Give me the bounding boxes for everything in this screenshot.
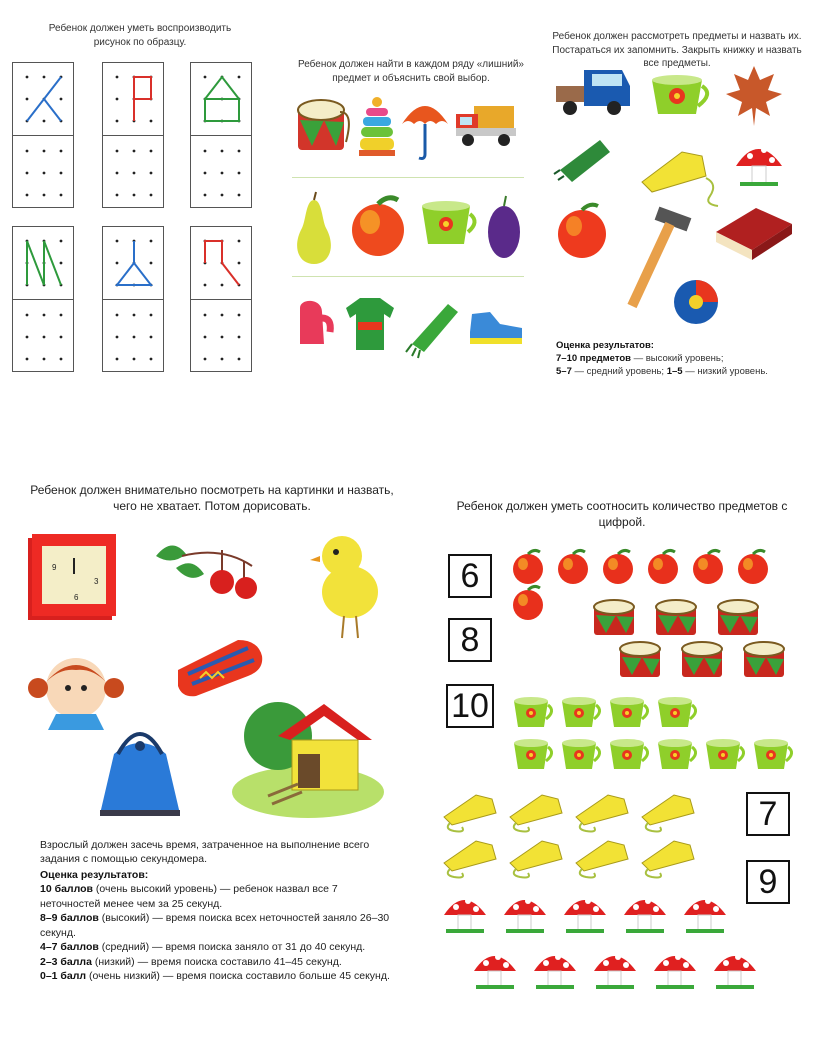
apple-icon xyxy=(352,198,404,256)
iron-icon xyxy=(576,841,628,878)
number-box: 6 xyxy=(448,554,492,598)
apple-icon xyxy=(648,550,678,584)
counting-illustrations xyxy=(440,545,810,1005)
iron-icon xyxy=(444,795,496,832)
mushroom-icon xyxy=(714,954,756,987)
cup-icon xyxy=(514,697,552,727)
doghouse-icon xyxy=(232,702,384,818)
drum-icon xyxy=(718,600,758,635)
mushroom-icon xyxy=(624,898,666,931)
score-bold: 1–5 xyxy=(666,365,683,377)
cup-icon xyxy=(562,697,600,727)
panel4-instruction: Ребенок должен внимательно посмотреть на картинки и назвать, чего не хватает. Потом дорисовать. xyxy=(30,483,394,514)
score-title: Оценка результатов: xyxy=(556,340,654,351)
drum-icon xyxy=(620,642,660,677)
memory-illustrations xyxy=(550,62,800,332)
ball-icon xyxy=(674,280,718,324)
apple-icon xyxy=(513,550,543,584)
dot-pattern xyxy=(13,63,75,209)
sneaker-icon xyxy=(470,312,522,344)
apple-icon xyxy=(558,550,588,584)
dot-pattern xyxy=(13,227,75,373)
iron-icon xyxy=(576,795,628,832)
grid-sample-2 xyxy=(102,62,164,208)
mushroom-icon xyxy=(564,898,606,931)
iron-icon xyxy=(642,795,694,832)
iron-icon xyxy=(510,841,562,878)
row-divider xyxy=(292,276,524,277)
mushroom-icon xyxy=(736,147,782,184)
score-bold: 5–7 xyxy=(556,365,572,377)
svg-text:3: 3 xyxy=(94,577,99,586)
score-text: — средний уровень; xyxy=(571,365,667,377)
svg-text:9: 9 xyxy=(52,563,57,572)
mushroom-icon xyxy=(534,954,576,987)
panel3-instruction: Ребенок должен рассмотреть предметы и назвать их. Постараться их запомнить. Закрыть книжку и назвать все предметы. xyxy=(552,31,802,69)
score-bold: 7–10 предметов xyxy=(556,352,631,364)
dot-pattern xyxy=(191,227,253,373)
mitten-icon xyxy=(300,301,330,344)
panel3-score xyxy=(556,340,806,378)
missing-parts-illustrations xyxy=(22,528,402,828)
mushroom-icon xyxy=(684,898,726,931)
cup-icon xyxy=(514,739,552,769)
drum-icon xyxy=(594,600,634,635)
mushroom-icon xyxy=(654,954,696,987)
iron-icon xyxy=(510,795,562,832)
scarf-icon xyxy=(406,304,458,358)
dot-pattern xyxy=(103,227,165,373)
truck-icon xyxy=(456,106,516,146)
drum-icon xyxy=(682,642,722,677)
cup-icon xyxy=(610,697,648,727)
grid-sample-6 xyxy=(190,226,252,372)
maple-leaf-icon xyxy=(726,66,782,126)
book-icon xyxy=(716,208,792,260)
apple-icon xyxy=(513,586,543,620)
iron-icon xyxy=(642,152,718,206)
score-item: 4–7 баллов (средний) — время поиска заняло от 31 до 40 секунд. xyxy=(40,941,366,954)
clock-icon xyxy=(28,534,116,620)
cup-icon xyxy=(422,201,475,244)
cup-icon xyxy=(562,739,600,769)
drum-icon xyxy=(744,642,784,677)
panel2-instruction: Ребенок должен найти в каждом ряду «лишний» предмет и объяснить свой выбор. xyxy=(298,59,524,84)
number-box: 9 xyxy=(746,860,790,904)
cup-icon xyxy=(658,697,696,727)
number-box: 7 xyxy=(746,792,790,836)
pear-icon xyxy=(297,192,331,264)
cup-icon xyxy=(706,739,744,769)
score-text: — высокий уровень; xyxy=(630,352,724,364)
chick-icon xyxy=(310,536,378,638)
grid-sample-4 xyxy=(12,226,74,372)
sweater-icon xyxy=(346,298,394,350)
apple-icon xyxy=(738,550,768,584)
mushroom-icon xyxy=(474,954,516,987)
mushroom-icon xyxy=(504,898,546,931)
score-item: 8–9 баллов (высокий) — время поиска всех неточностей заняло 26–30 секунд. xyxy=(40,912,390,939)
mushroom-icon xyxy=(444,898,486,931)
pyramid-toy-icon xyxy=(359,97,395,156)
number-box: 8 xyxy=(448,618,492,662)
scarf-icon xyxy=(554,140,610,182)
strawberry-branch-icon xyxy=(156,545,257,599)
score-item: 2–3 балла (низкий) — время поиска составило 41–45 секунд. xyxy=(40,955,342,968)
dot-pattern xyxy=(191,63,253,209)
svg-text:6: 6 xyxy=(74,593,79,602)
number-box: 10 xyxy=(446,684,494,728)
panel4-timer-note: Взрослый должен засечь время, затраченное на выполнение всего задания с помощью секундомера. xyxy=(40,839,370,866)
drum-icon xyxy=(656,600,696,635)
grid-sample-1 xyxy=(12,62,74,208)
apple-icon xyxy=(558,205,606,258)
cup-icon xyxy=(754,739,792,769)
apple-icon xyxy=(693,550,723,584)
panel5-instruction: Ребенок должен уметь соотносить количество предметов с цифрой. xyxy=(456,499,788,530)
panel1-instruction: Ребенок должен уметь воспроизводить рисунок по образцу. xyxy=(48,23,232,48)
cup-icon xyxy=(652,75,707,114)
kettle-icon xyxy=(100,734,180,816)
mitten-icon xyxy=(178,640,262,696)
panel4-scores xyxy=(40,868,390,984)
cup-icon xyxy=(658,739,696,769)
girl-face-icon xyxy=(28,658,124,730)
score-item: 0–1 балл (очень низкий) — время поиска составило больше 45 секунд. xyxy=(40,970,390,983)
grid-sample-3 xyxy=(190,62,252,208)
grid-sample-5 xyxy=(102,226,164,372)
score-text: — низкий уровень. xyxy=(682,365,768,377)
drum-icon xyxy=(298,100,349,150)
odd-one-out-illustrations xyxy=(288,90,528,370)
iron-icon xyxy=(642,841,694,878)
car-icon xyxy=(556,70,630,115)
score-title: Оценка результатов: xyxy=(40,869,149,881)
row-divider xyxy=(292,177,524,178)
iron-icon xyxy=(444,841,496,878)
dot-pattern xyxy=(103,63,165,209)
cup-icon xyxy=(610,739,648,769)
apple-icon xyxy=(603,550,633,584)
plum-icon xyxy=(488,196,520,258)
umbrella-icon xyxy=(402,106,448,159)
score-item: 10 баллов (очень высокий уровень) — ребенок назвал все 7 неточностей менее чем за 25 секунд. xyxy=(40,883,338,910)
mushroom-icon xyxy=(594,954,636,987)
